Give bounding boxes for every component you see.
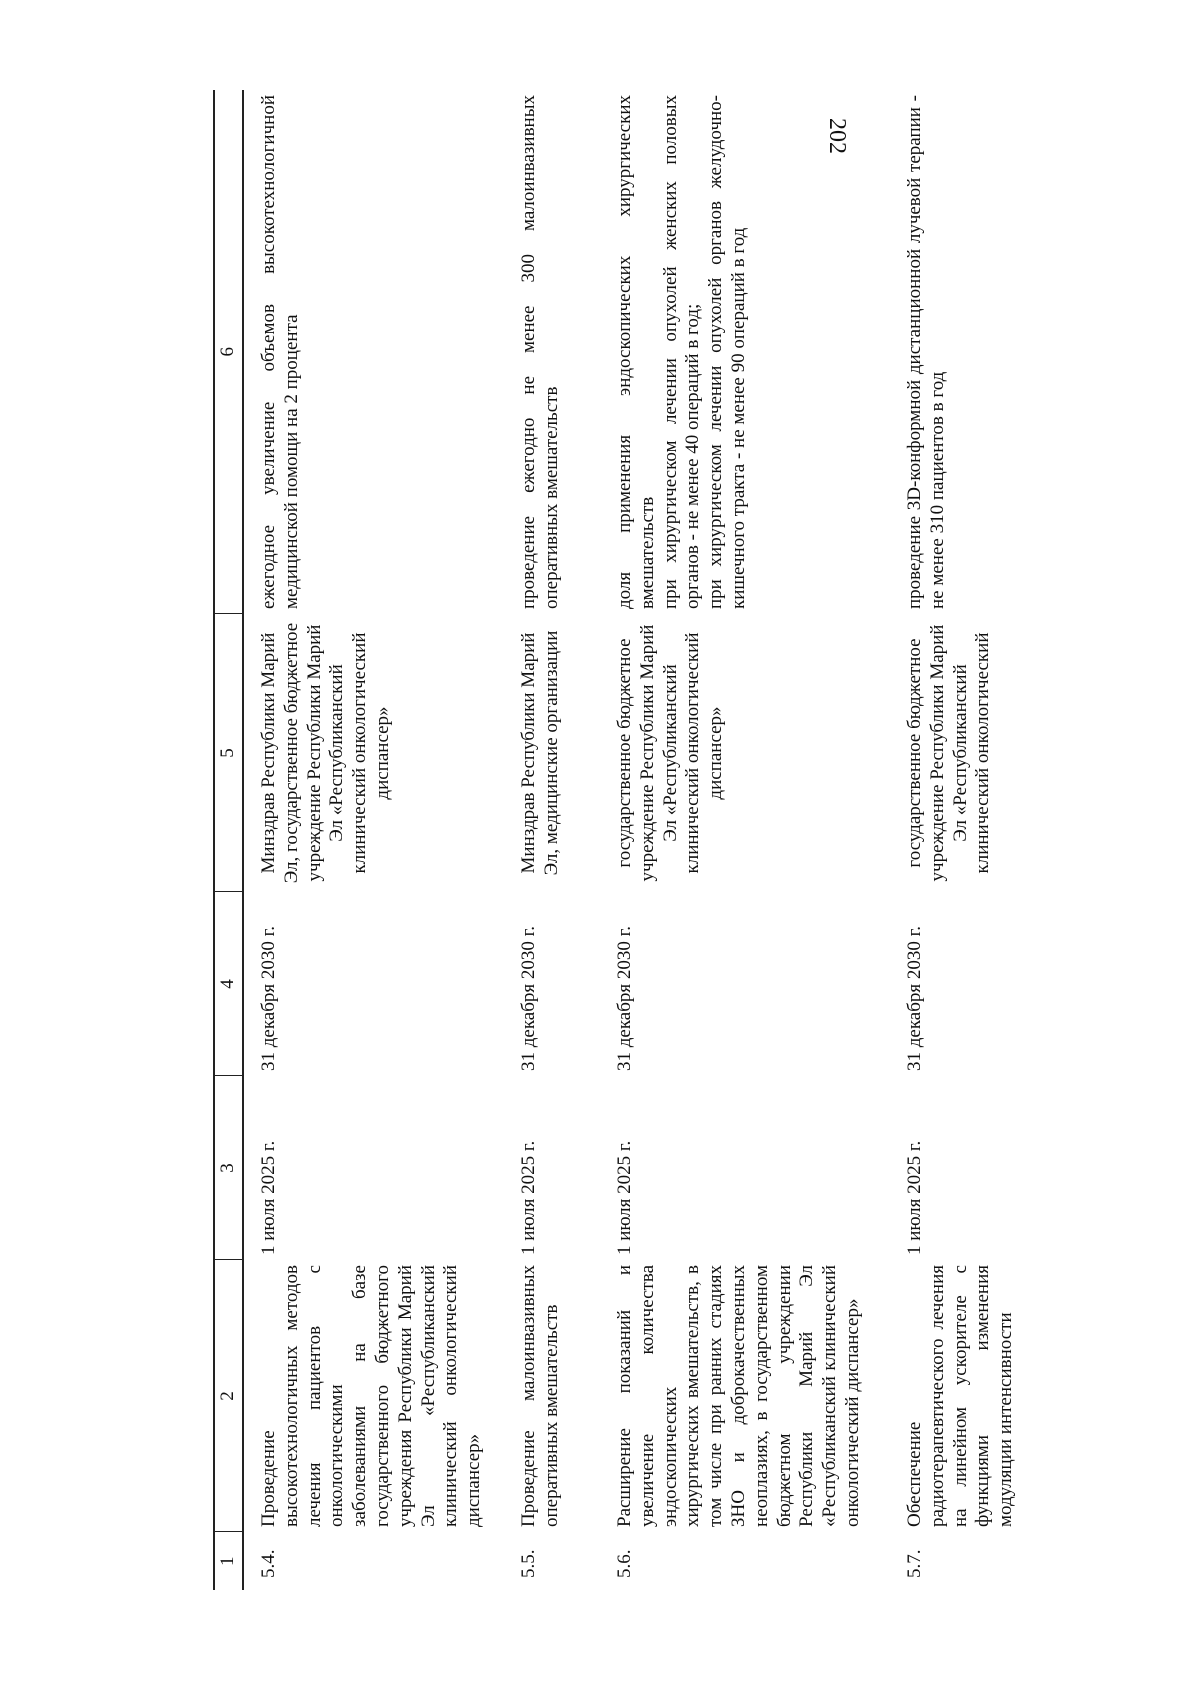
header-col-6: 6 [214,90,243,614]
start-date-cell: 1 июля 2025 г. [258,1140,279,1255]
table-row [504,90,600,1590]
activity-cell: Проведение малоинвазивных оперативных вмешательств [517,1265,562,1527]
result-cell [504,90,600,614]
table-row [243,90,504,1590]
result-line: при хирургическом лечении опухолей органов желудочно-кишечного тракта - не менее 90 операций в год [705,95,749,609]
header-col-4: 4 [214,892,243,1076]
result-line: ежегодное увеличение объемов высокотехнологичной медицинской помощи на 2 процента [258,95,302,609]
page-number: 202 [824,118,850,154]
result-line: при хирургическом лечении опухолей женских половых органов - не менее 40 операций в год; [659,95,704,609]
measures-table [213,90,1036,1590]
row-number: 5.4. [258,1549,279,1578]
end-date-cell: 31 декабря 2030 г. [258,925,279,1071]
result-cell [890,90,1036,614]
responsible-cell: Минздрав Республики Марий Эл, медицинские организации [517,630,562,876]
header-col-5: 5 [214,614,243,892]
end-date-cell: 31 декабря 2030 г. [613,925,635,1071]
responsible-cell: Минздрав Республики Марий Эл, государственное бюджетное учреждение Республики Марий Эл «Республиканский клинический онкологический диспансер» [258,622,393,884]
measures-table-container [213,90,1017,1590]
end-date-cell: 31 декабря 2030 г. [903,925,925,1071]
table-row [890,90,1036,1590]
result-line: проведение ежегодно не менее 300 малоинвазивных оперативных вмешательств [517,95,562,609]
header-col-2: 2 [214,1260,243,1532]
table-body [243,90,1036,1590]
header-row [214,90,243,1590]
result-line: проведение 3D-конформной дистанционной лучевой терапии - не менее 310 пациентов в год [903,95,948,609]
activity-cell: Проведение высокотехнологичных методов лечения пациентов с онкологическими заболеваниями на базе государственного бюджетного учреждения Республики Марий Эл «Республиканский клинический онкологический диспансер» [258,1265,485,1527]
result-line: доля применения эндоскопических хирургических вмешательств [613,95,658,609]
header-col-1: 1 [214,1532,243,1590]
start-date-cell: 1 июля 2025 г. [903,1140,925,1255]
row-number: 5.7. [903,1549,925,1578]
start-date-cell: 1 июля 2025 г. [613,1140,635,1255]
end-date-cell: 31 декабря 2030 г. [517,925,539,1071]
result-cell [600,90,890,614]
header-col-3: 3 [214,1076,243,1260]
activity-cell: Расширение показаний и увеличение количества эндоскопических хирургических вмешательств, в том числе при ранних стадиях ЗНО и доброкачественных неоплазиях, в государственном бюджетном учреждении Республики Марий Эл «Республиканский клинический онкологический диспансер» [613,1265,863,1527]
start-date-cell: 1 июля 2025 г. [517,1140,539,1255]
row-number: 5.5. [517,1549,539,1578]
activity-cell: Обеспечение радиотерапевтического лечения на линейном ускорителе с функциями изменения модуляции интенсивности [903,1265,1017,1527]
responsible-cell: государственное бюджетное учреждение Республики Марий Эл «Республиканский клинический онкологический [903,624,994,882]
row-number: 5.6. [613,1549,635,1578]
table-header [214,90,243,1590]
result-cell [243,90,504,614]
table-row [600,90,890,1590]
responsible-cell: государственное бюджетное учреждение Республики Марий Эл «Республиканский клинический онкологический диспансер» [613,624,727,882]
